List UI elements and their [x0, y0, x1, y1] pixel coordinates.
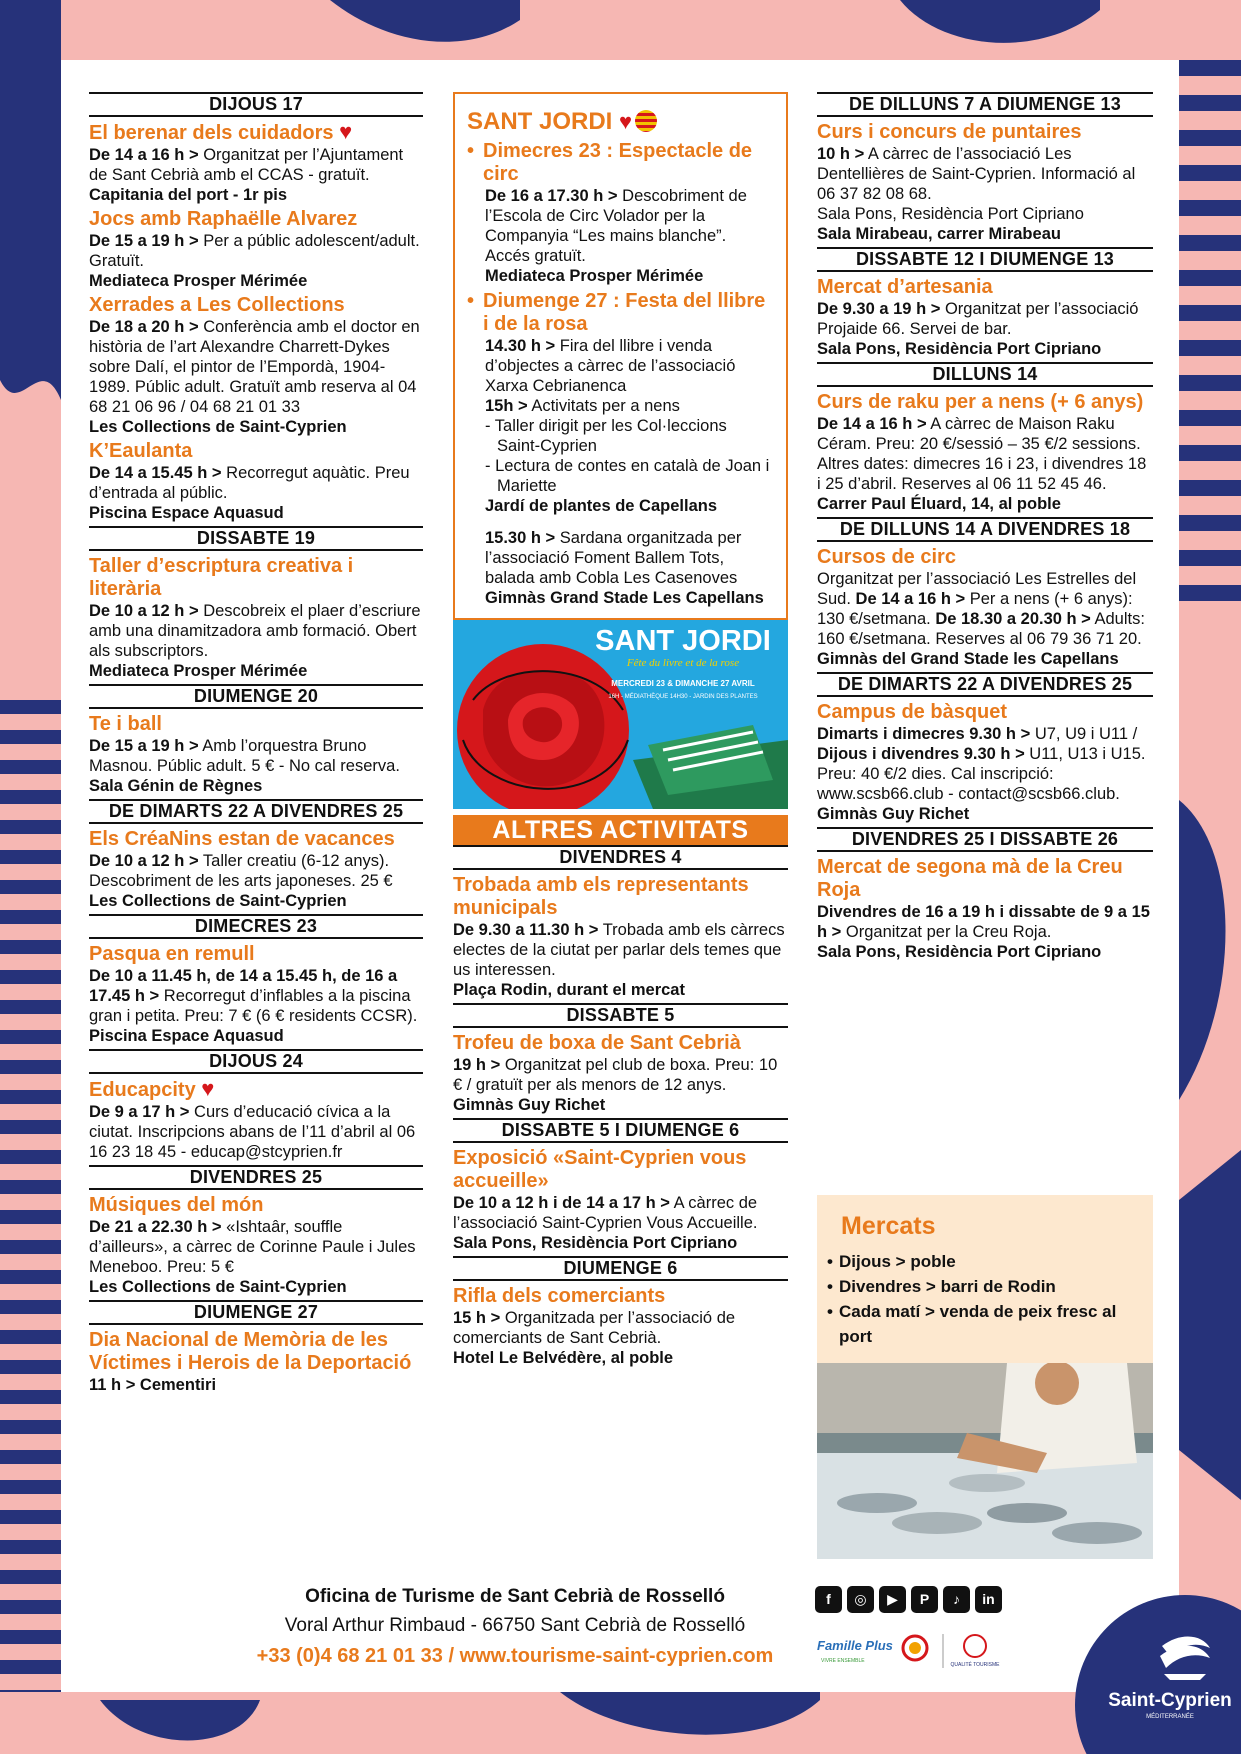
day-heading: DISSABTE 12 I DIUMENGE 13 [817, 247, 1153, 272]
tiktok-icon[interactable]: ♪ [943, 1586, 970, 1613]
poster-places: 16H - MÉDIATHÈQUE 14H30 - JARDIN DES PLANTES [608, 694, 758, 700]
event-description: Dimarts i dimecres 9.30 h > U7, U9 i U11 / Dijous i divendres 9.30 h > U11, U13 i U15. Preu: 40 €/2 dies. Cal inscripció: www.scsb66.club - contact@scsb66.club. [817, 725, 1146, 803]
event-description: De 9.30 a 11.30 h > Trobada amb els càrrecs electes de la ciutat per parlar dels temes que us interessen. [453, 921, 785, 979]
event [89, 440, 423, 523]
column-2 [453, 92, 788, 1371]
poster-subtitle: Fête du livre et de la rose [626, 657, 740, 669]
qualite-tourisme-logo [951, 1635, 1001, 1668]
poster-title: SANT JORDI [595, 625, 771, 657]
event [817, 391, 1153, 514]
event-title: Curs de raku per a nens (+ 6 anys) [817, 391, 1144, 413]
day-heading: DISSABTE 5 I DIUMENGE 6 [453, 1118, 788, 1143]
event-location: Les Collections de Saint-Cyprien [89, 418, 347, 436]
event-location: Sala Génin de Règnes [89, 777, 263, 795]
column-3 [817, 92, 1153, 965]
event-location: Piscina Espace Aquasud [89, 1027, 284, 1045]
event-description: De 14 a 16 h > Organitzat per l’Ajuntament de Sant Cebrià amb el CCAS - gratuït. [89, 146, 404, 184]
event [89, 555, 423, 681]
day-heading: DIUMENGE 27 [89, 1300, 423, 1325]
event-title: Pasqua en remull [89, 943, 255, 965]
event-description: Sala Pons, Residència Port Cipriano [817, 205, 1084, 223]
sant-jordi-box [453, 92, 788, 620]
svg-text:QUALITÉ TOURISME: QUALITÉ TOURISME [950, 1662, 1000, 1668]
svg-text:Famille Plus: Famille Plus [817, 1638, 893, 1653]
heart-icon: ♥ [339, 119, 353, 144]
brand-tagline: MÉDITERRANÉE [1146, 1714, 1194, 1720]
event-description: De 14 a 16 h > A càrrec de Maison Raku Céram. Preu: 20 €/sessió – 35 €/2 sessions. Altres dates: dimecres 16 i 23, i divendres 18 i 25 d’abril. Reserves al 06 11 52 45 46. [817, 415, 1147, 493]
event-title: Els CréaNins estan de vacances [89, 828, 395, 850]
tourist-office-contact: +33 (0)4 68 21 01 33 / www.tourisme-saint-cyprien.com [256, 1645, 774, 1667]
event-description: De 15 a 19 h > Per a públic adolescent/adult. Gratuït. [89, 232, 420, 270]
day-block [89, 914, 423, 1046]
quality-labels [815, 1628, 1015, 1672]
event-description: De 9.30 a 19 h > Organitzat per l’associació Projaide 66. Servei de bar. [817, 300, 1139, 338]
day-heading: DIVENDRES 25 [89, 1165, 423, 1190]
sant-jordi-item-title: • Dimecres 23 : Espectacle de circ [467, 140, 774, 186]
day-heading: DIVENDRES 4 [453, 845, 788, 870]
event-title: K’Eaulanta [89, 440, 193, 462]
event-title: Trofeu de boxa de Sant Cebrià [453, 1032, 741, 1054]
event [89, 294, 423, 437]
saint-cyprien-logo [1070, 1590, 1241, 1754]
day-heading: DIMECRES 23 [89, 914, 423, 939]
event [89, 713, 423, 796]
event-location: Les Collections de Saint-Cyprien [89, 892, 347, 910]
heart-icon: ♥ [201, 1076, 215, 1101]
sant-jordi-item-body: De 16 a 17.30 h > Descobriment de l’Escola de Circ Volador per la Companyia “Les mains blanche”. Accés gratuït. Mediateca Prosper Mérimée [485, 187, 747, 285]
sant-jordi-title: SANT JORDI ♥ [467, 108, 774, 136]
event-location: Plaça Rodin, durant el mercat [453, 981, 685, 999]
tourist-office-address: Voral Arthur Rimbaud - 66750 Sant Cebrià de Rosselló [284, 1615, 746, 1636]
sant-jordi-poster-image [453, 620, 788, 809]
sant-jordi-item-body: 14.30 h > Fira del llibre i venda d’objectes a càrrec de l’associació Xarxa Cebrianenca 15h > Activitats per a nens - Taller dirigit per les Col·leccions Saint-Cyprien - Lectura de contes en català de Joan i Mariette Jardí de plantes de Capellans 15.30 h > Sardana organitzada per l’associació Foment Ballem Tots, balada amb Cobla Les Casenoves Gimnàs Grand Stade Les Capellans [485, 337, 770, 607]
event-description: 10 h > A càrrec de l’associació Les Dentellières de Saint-Cyprien. Informació al 06 37 82 08 68. [817, 145, 1136, 203]
list-item: • Divendres > barri de Rodin [827, 1274, 1139, 1299]
event [453, 1032, 788, 1115]
event-title: El berenar dels cuidadors ♥ [89, 119, 353, 144]
mercats-list [827, 1249, 1139, 1349]
day-heading: DISSABTE 5 [453, 1003, 788, 1028]
day-block [453, 1003, 788, 1115]
event-description: Organitzat per l’associació Les Estrelles del Sud. De 14 a 16 h > Per a nens (+ 6 anys): 130 €/setmana. De 18.30 a 20.30 h > Adults: 160 €/setmana. Reserves al 06 79 36 71 20. [817, 570, 1145, 648]
famille-plus-logo [817, 1638, 893, 1664]
brand-name: Saint-Cyprien [1108, 1690, 1232, 1711]
event-title: Exposició «Saint-Cyprien vous accueille» [453, 1147, 747, 1192]
column-1 [89, 92, 423, 1398]
event-title: Cursos de circ [817, 546, 956, 568]
day-heading: DIUMENGE 20 [89, 684, 423, 709]
event [89, 208, 423, 291]
event-location: Hotel Le Belvédère, al poble [453, 1349, 674, 1367]
event-title: Campus de bàsquet [817, 701, 1008, 723]
event-description: De 9 a 17 h > Curs d’educació cívica a la ciutat. Inscripcions abans de l’11 d’abril al 06 16 23 18 45 - educap@stcyprien.fr [89, 1103, 416, 1161]
facebook-icon[interactable]: f [815, 1586, 842, 1613]
event-location: Sala Pons, Residència Port Cipriano [453, 1234, 738, 1252]
event [89, 943, 423, 1046]
event-location: Piscina Espace Aquasud [89, 504, 284, 522]
event-location: Gimnàs Guy Richet [817, 805, 970, 823]
event [89, 1194, 423, 1297]
event-description: De 10 a 12 h > Taller creatiu (6-12 anys). Descobriment de les arts japoneses. 25 € [89, 852, 393, 890]
event-title: Curs i concurs de puntaires [817, 121, 1082, 143]
day-block [89, 799, 423, 911]
day-heading: DE DIMARTS 22 A DIVENDRES 25 [817, 672, 1153, 697]
day-block [817, 827, 1153, 962]
event [89, 1329, 423, 1395]
event-description: De 10 a 11.45 h, de 14 a 15.45 h, de 16 a 17.45 h > Recorregut d’inflables a la piscina gran i petita. Preu: 7 € (6 € residents CCSR). [89, 967, 418, 1025]
event-title: Xerrades a Les Collections [89, 294, 345, 316]
event-location: Capitania del port - 1r pis [89, 186, 288, 204]
event-description: De 10 a 12 h > Descobreix el plaer d’escriure amb una dinamitzadora amb formació. Obert als subscriptors. [89, 602, 421, 660]
event-description: De 21 a 22.30 h > «Ishtaâr, souffle d’ailleurs», a càrrec de Corinne Paule i Jules Meneboo. Preu: 5 € [89, 1218, 416, 1276]
event [453, 874, 788, 1000]
event-title: Rifla dels comerciants [453, 1285, 666, 1307]
pinterest-icon[interactable]: P [911, 1586, 938, 1613]
event-title: Trobada amb els representants municipals [453, 874, 749, 919]
footer [240, 1583, 790, 1671]
linkedin-icon[interactable]: in [975, 1586, 1002, 1613]
day-heading: DE DILLUNS 7 A DIUMENGE 13 [817, 92, 1153, 117]
event-description: De 15 a 19 h > Amb l’orquestra Bruno Masnou. Públic adult. 5 € - No cal reserva. [89, 737, 400, 775]
day-heading: DE DILLUNS 14 A DIVENDRES 18 [817, 517, 1153, 542]
event-description: 15 h > Organitzada per l’associació de comerciants de Sant Cebrià. [453, 1309, 736, 1347]
event-title: Educapcity ♥ [89, 1076, 215, 1101]
day-heading: DE DIMARTS 22 A DIVENDRES 25 [89, 799, 423, 824]
event [89, 1078, 423, 1162]
day-block [817, 247, 1153, 359]
event-location: Sala Pons, Residència Port Cipriano [817, 340, 1102, 358]
event-location: Carrer Paul Éluard, 14, al poble [817, 495, 1061, 513]
list-item: • Dijous > poble [827, 1249, 1139, 1274]
youtube-icon[interactable]: ▶ [879, 1586, 906, 1613]
instagram-icon[interactable]: ◎ [847, 1586, 874, 1613]
event-description: 19 h > Organitzat pel club de boxa. Preu: 10 € / gratuït per als menors de 12 anys. [453, 1056, 778, 1094]
day-block [817, 362, 1153, 514]
day-block [453, 1256, 788, 1368]
event [817, 701, 1153, 824]
tourist-office-name: Oficina de Turisme de Sant Cebrià de Rosselló [305, 1586, 725, 1607]
event-title: Taller d’escriptura creativa i literària [89, 555, 354, 600]
event-description: 11 h > Cementiri [89, 1376, 217, 1394]
day-heading: DIJOUS 17 [89, 92, 423, 117]
event-title: Te i ball [89, 713, 162, 735]
qualite-logo-1 [903, 1636, 927, 1660]
svg-text:VIVRE ENSEMBLE: VIVRE ENSEMBLE [821, 1658, 865, 1664]
rose-icon [457, 644, 629, 809]
day-block [89, 1049, 423, 1162]
day-block [453, 1118, 788, 1253]
event-description: Divendres de 16 a 19 h i dissabte de 9 a 15 h > Organitzat per la Creu Roja. [817, 903, 1150, 941]
day-block [817, 517, 1153, 669]
day-heading: DIUMENGE 6 [453, 1256, 788, 1281]
day-heading: DIJOUS 24 [89, 1049, 423, 1074]
day-heading: DISSABTE 19 [89, 526, 423, 551]
list-item: • Cada matí > venda de peix fresc al port [827, 1299, 1139, 1349]
event [453, 1285, 788, 1368]
sant-jordi-item-title: • Diumenge 27 : Festa del llibre i de la rosa [467, 290, 774, 336]
event-location: Les Collections de Saint-Cyprien [89, 1278, 347, 1296]
day-block [453, 845, 788, 1000]
mercats-box [817, 1195, 1153, 1363]
altres-activitats-band: ALTRES ACTIVITATS [453, 815, 788, 845]
event [453, 1147, 788, 1253]
day-block [89, 1165, 423, 1297]
fish-market-photo [817, 1363, 1153, 1559]
event [817, 856, 1153, 962]
event [817, 276, 1153, 359]
event-location: Gimnàs Guy Richet [453, 1096, 606, 1114]
event-description: De 10 a 12 h i de 14 a 17 h > A càrrec de l’associació Saint-Cyprien Vous Accueille. [453, 1194, 758, 1232]
event-location: Mediateca Prosper Mérimée [89, 272, 308, 290]
event-title: Mercat de segona mà de la Creu Roja [817, 856, 1123, 901]
event-description: De 14 a 15.45 h > Recorregut aquàtic. Preu d’entrada al públic. [89, 464, 410, 502]
event [817, 546, 1153, 669]
event-location: Mediateca Prosper Mérimée [89, 662, 308, 680]
day-heading: DIVENDRES 25 I DISSABTE 26 [817, 827, 1153, 852]
event-location: Sala Pons, Residència Port Cipriano [817, 943, 1102, 961]
day-block [89, 526, 423, 681]
day-block [817, 672, 1153, 824]
social-links [815, 1586, 1002, 1613]
event-title: Jocs amb Raphaëlle Alvarez [89, 208, 358, 230]
day-heading: DILLUNS 14 [817, 362, 1153, 387]
day-block [89, 684, 423, 796]
catalan-flag-icon [635, 110, 657, 132]
day-block [89, 92, 423, 523]
event-title: Músiques del món [89, 1194, 264, 1216]
day-block [89, 1300, 423, 1395]
poster-dates: MERCREDI 23 & DIMANCHE 27 AVRIL [611, 679, 755, 688]
day-block [817, 92, 1153, 244]
event-location: Sala Mirabeau, carrer Mirabeau [817, 225, 1061, 243]
event [89, 828, 423, 911]
event-title: Mercat d’artesania [817, 276, 993, 298]
mercats-panel [817, 1195, 1153, 1564]
event [89, 121, 423, 205]
event [817, 121, 1153, 244]
heart-icon: ♥ [619, 109, 633, 134]
event-description: De 18 a 20 h > Conferència amb el doctor en història de l’art Alexandre Charrett-Dykes sobre Dalí, el pintor de l’Empordà, 1904-1989. Públic adult. Gratuït amb reserva al 04 68 21 06 96 / 04 68 21 01 33 [89, 318, 420, 416]
mercats-title: Mercats [841, 1212, 936, 1240]
rose-illustration [453, 620, 788, 809]
event-location: Gimnàs del Grand Stade les Capellans [817, 650, 1119, 668]
event-title: Dia Nacional de Memòria de les Víctimes i Herois de la Deportació [89, 1329, 412, 1374]
